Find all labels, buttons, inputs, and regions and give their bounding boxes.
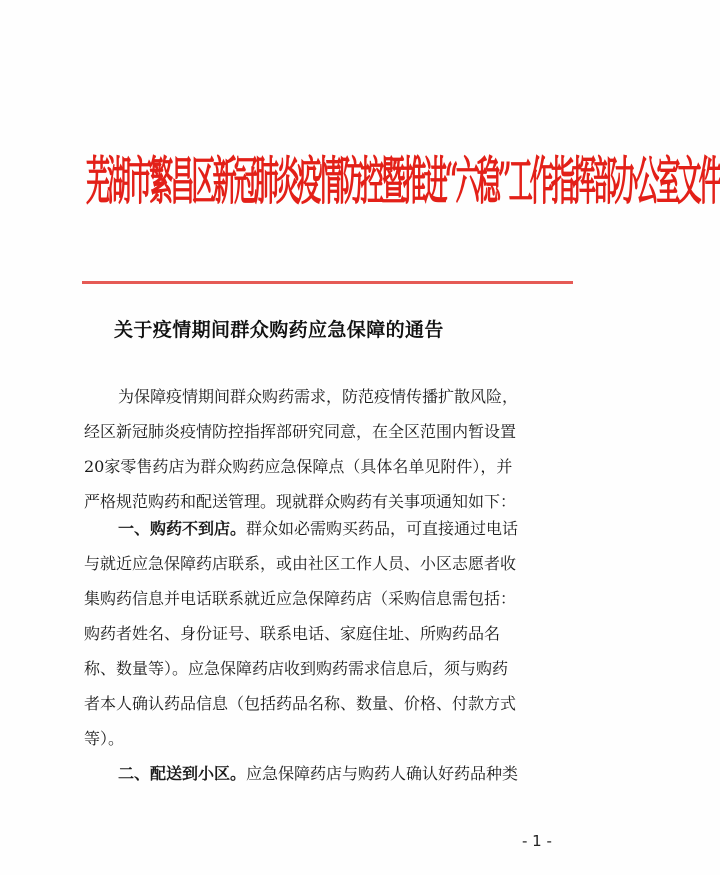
body-line-2: 经区新冠肺炎疫情防控指挥部研究同意，在全区范围内暂设置 — [84, 422, 517, 441]
body-line-8: 购药者姓名、身份证号、联系电话、家庭住址、所购药品名 — [84, 624, 501, 643]
section-two-first-line: 应急保障药店与购药人确认好药品种类 — [246, 764, 519, 783]
body-line-3: 20家零售药店为群众购药应急保障点（具体名单见附件），并 — [84, 457, 513, 476]
section-one-line — [118, 515, 518, 543]
body-line-1: 为保障疫情期间群众购药需求，防范疫情传播扩散风险， — [118, 387, 519, 406]
body-line-6: 与就近应急保障药店联系，或由社区工作人员、小区志愿者收 — [84, 554, 517, 573]
section-one-first-line: 群众如必需购买药品，可直接通过电话 — [246, 519, 519, 538]
red-header-rule — [82, 281, 573, 284]
body-line-11: 等）。 — [84, 729, 125, 748]
body-line-9: 称、数量等）。应急保障药店收到购药需求信息后，须与购药 — [84, 659, 509, 678]
section-one-heading: 一、购药不到店。 — [118, 519, 247, 538]
notice-title: 关于疫情期间群众购药应急保障的通告 — [114, 319, 444, 341]
section-two-line — [118, 760, 518, 788]
issuing-office-header: 芜湖市繁昌区新冠肺炎疫情防控暨推进“六稳”工作指挥部办公室文件 — [86, 149, 720, 213]
section-two-heading: 二、配送到小区。 — [118, 764, 247, 783]
body-line-7: 集购药信息并电话联系就近应急保障药店（采购信息需包括： — [84, 589, 517, 608]
body-line-10: 者本人确认药品信息（包括药品名称、数量、价格、付款方式 — [84, 694, 517, 713]
page-number: - 1 - — [522, 832, 552, 850]
body-line-4: 严格规范购药和配送管理。现就群众购药有关事项通知如下： — [84, 492, 517, 511]
